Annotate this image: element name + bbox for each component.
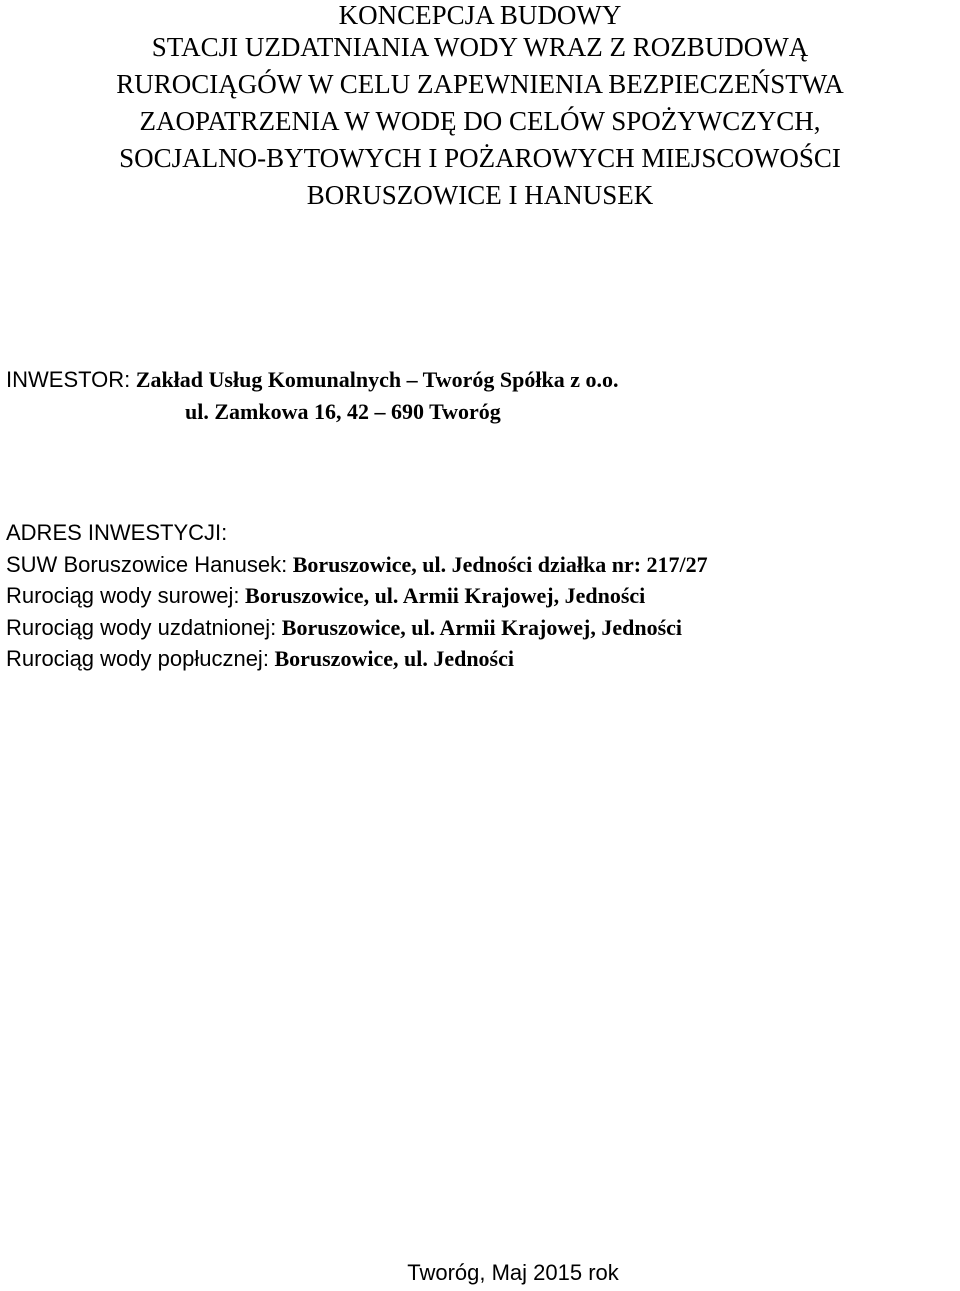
title-line-3: RUROCIĄGÓW W CELU ZAPEWNIENIA BEZPIECZEŃSTWA [116,69,844,99]
site-row [6,612,956,644]
title-line-5: SOCJALNO-BYTOWYCH I POŻAROWYCH MIEJSCOWOŚCI [119,143,841,173]
title-line-2: STACJI UZDATNIANIA WODY WRAZ Z ROZBUDOWĄ [151,32,809,62]
title-line-6: BORUSZOWICE I HANUSEK [306,180,654,210]
site-row-value: Boruszowice, ul. Jedności [274,646,514,671]
site-row-value: Boruszowice, ul. Armii Krajowej, Jedności [281,614,683,640]
investor-name: Zakład Usług Komunalnych – Tworóg Spółka z o.o. [135,367,619,392]
investor-section [6,364,956,428]
site-row-value: Boruszowice, ul. Jedności działka nr: 217/27 [292,551,708,577]
title-line-4: ZAOPATRZENIA W WODĘ DO CELÓW SPOŻYWCZYCH, [139,106,821,136]
investor-address: ul. Zamkowa 16, 42 – 690 Tworóg [185,399,501,424]
site-row-label: Rurociąg wody uzdatnionej: [6,614,277,640]
footer-place-date: Tworóg, Maj 2015 rok [407,1260,619,1285]
site-row-label: Rurociąg wody surowej: [6,583,240,608]
title-line-1: KONCEPCJA BUDOWY [338,0,622,30]
site-row-label: Rurociąg wody popłucznej: [6,646,269,671]
site-row [6,643,956,675]
site-row [6,580,956,612]
site-row-label: SUW Boruszowice Hanusek: [6,551,288,577]
site-row [6,549,956,581]
investor-label: INWESTOR: [6,367,131,392]
document-title [0,0,960,214]
investment-address-section [6,517,956,675]
investment-address-heading: ADRES INWESTYCJI: [6,520,228,545]
site-row-value: Boruszowice, ul. Armii Krajowej, Jedności [245,583,646,608]
